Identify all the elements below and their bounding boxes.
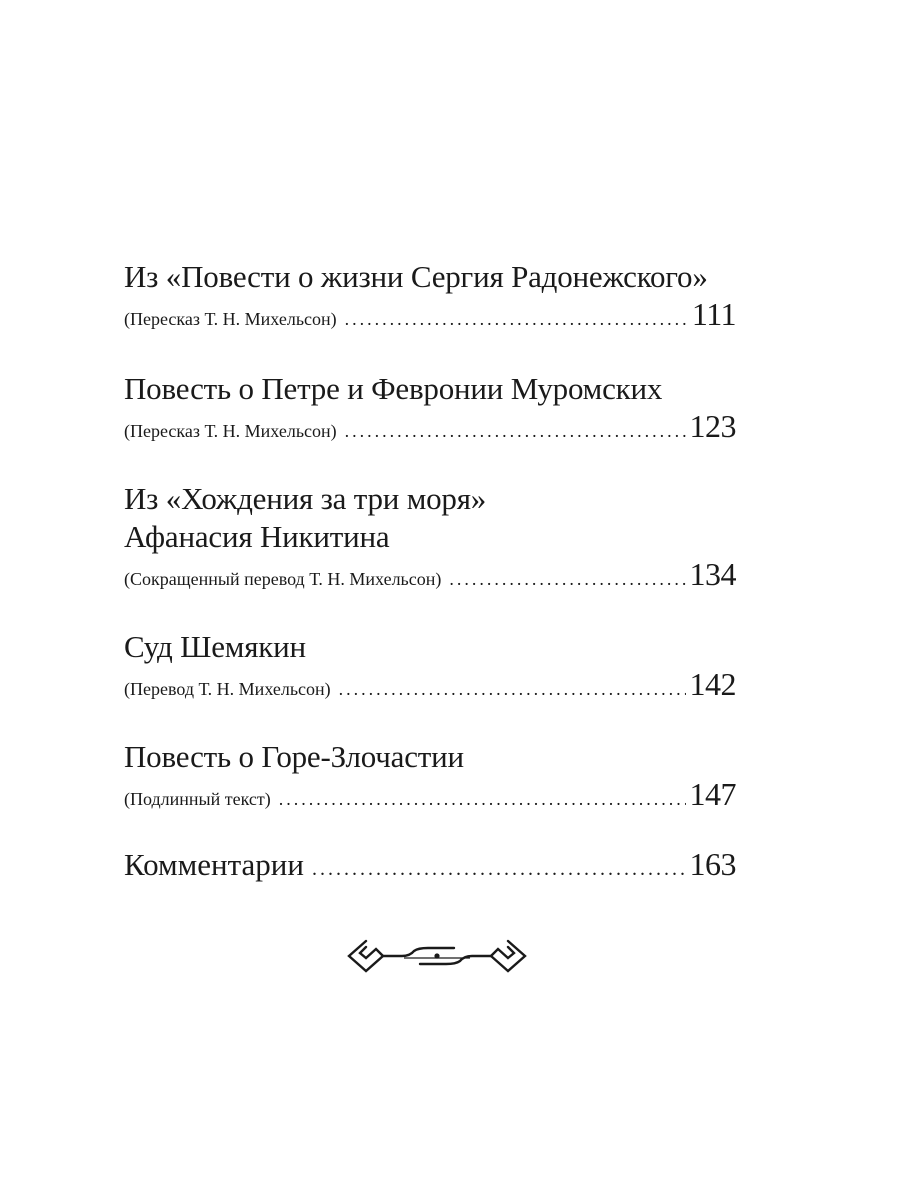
entry-subtitle: (Пересказ Т. Н. Михельсон): [124, 309, 337, 329]
entry-title: Из «Хождения за три моря»: [124, 481, 487, 516]
entry-subtitle-row: [124, 408, 736, 448]
entry-title: Из «Повести о жизни Сергия Радонежского»: [124, 259, 708, 294]
entry-subtitle: (Пересказ Т. Н. Михельсон): [124, 421, 337, 441]
page-number[interactable]: 134: [689, 556, 736, 592]
entry-subtitle: (Перевод Т. Н. Михельсон): [124, 679, 331, 699]
dot-leader: [345, 309, 688, 330]
scroll-divider-icon: [344, 936, 530, 976]
entry-subtitle-row: [124, 296, 736, 336]
toc-entry[interactable]: [124, 480, 736, 596]
dot-leader: [339, 679, 686, 700]
entry-title: Повесть о Петре и Февронии Муромских: [124, 371, 663, 406]
dot-leader: [312, 858, 686, 881]
entry-title: Повесть о Горе-Злочастии: [124, 739, 464, 774]
toc-entry[interactable]: [124, 258, 736, 336]
toc-entry[interactable]: [124, 846, 736, 883]
entry-subtitle: (Подлинный текст): [124, 789, 271, 809]
entry-title: Суд Шемякин: [124, 629, 306, 664]
entry-subtitle-row: [124, 556, 736, 596]
entry-subtitle-row: [124, 666, 736, 706]
dot-leader: [345, 421, 686, 442]
entry-title: Комментарии: [124, 847, 304, 882]
dot-leader: [279, 789, 686, 810]
toc-entry[interactable]: [124, 628, 736, 706]
page-number[interactable]: 111: [691, 296, 736, 332]
dot-leader: [449, 569, 685, 590]
entry-subtitle: (Сокращенный перевод Т. Н. Михельсон): [124, 569, 442, 589]
page-number[interactable]: 163: [689, 846, 736, 882]
entry-title-row: [124, 846, 736, 883]
entry-subtitle-row: [124, 776, 736, 816]
toc-entry[interactable]: [124, 370, 736, 448]
table-of-contents: [124, 258, 736, 883]
entry-title-continued: Афанасия Никитина: [124, 519, 390, 554]
page-number[interactable]: 123: [689, 408, 736, 444]
page-number[interactable]: 142: [689, 666, 736, 702]
toc-entry[interactable]: [124, 738, 736, 816]
page-number[interactable]: 147: [689, 776, 736, 812]
